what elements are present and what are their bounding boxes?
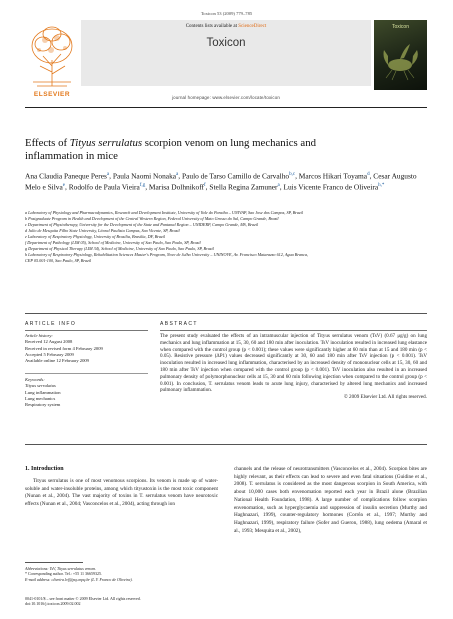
title-line-2: inflammation in mice: [25, 150, 118, 162]
affiliation-g: g Department of Physical Therapy (LIM 34), School of Medicine, University of Sao Paulo, Sao Paulo, SP, Brazil: [25, 245, 214, 251]
copyright-line: © 2009 Elsevier Ltd. All rights reserved.: [343, 394, 427, 401]
abstract-text: The present study evaluated the effects of an intramuscular injection of Tityus serrulatus venom (TsV) (0.67 μg/g) on lung mechanics and lung inflammation at 15, 30, 60 and 180 min after inoculation. TsV inoculation resulted in increased lung elastance when compared with the control group (p < 0.001); these values were significantly higher at 60 min than at 15 and 180 min (p < 0.05). Resistive pressure (ΔP1) values decreased significantly at 30, 60 and 180 min after TsV injection (p < 0.001). TsV inoculation resulted in increased lung inflammation, characterised by an increased density of mononuclear cells at 15, 30, 60 and 180 min after TsV injection when compared with the control group (p < 0.001). TsV inoculation also resulted in an increased pulmonary density of polymorphonuclear cells at 15, 30 and 60 min following injection when compared to the control group (p < 0.001). In conclusion, T. serrulatus venom leads to acute lung injury, characterised by altered lung mechanics and increased pulmonary inflammation.: [160, 333, 427, 394]
affiliation-a: a Laboratory of Physiology and Pharmacodynamics, Research and Development Institute, University of Vale do Paraiba – UNIVAP, Sao Jose dos Campos, SP, Brazil: [25, 210, 303, 215]
affiliation-b: b Postgraduate Program in Health and Development of the Central Western Region, Federal University of Mato Grosso do Sul, Campo Grande, Brazil: [25, 215, 279, 221]
journal-title: Toxicon: [206, 37, 246, 49]
section-rule: [25, 313, 427, 314]
keywords-rule: [25, 373, 148, 374]
author-name: Rodolfo de Paula Vieira: [68, 182, 140, 192]
affiliation-marker[interactable]: a: [277, 182, 280, 188]
affiliation-marker[interactable]: b,c: [289, 172, 296, 177]
affiliation-f: f Department of Pathology (LIM 05), School of Medicine, University of Sao Paulo, Sao Paulo, SP, Brazil: [25, 239, 201, 245]
issn-doi: [25, 596, 218, 607]
article-title: [25, 137, 427, 163]
doi-line[interactable]: doi:10.1016/j.toxicon.2009.02.002: [25, 601, 81, 607]
affiliation-h: h Laboratory of Respiratory Physiology, Rehabilitation Sciences Master's Program, Nove de Julho University – UNINOVE, Av. Francisco Matarazzo 612, Agua Branca,: [25, 251, 309, 257]
sciencedirect-link[interactable]: ScienceDirect: [238, 24, 267, 29]
affiliation-d: d Julio de Mesquita Filho State University, Litoral Paulista Campus, Sao Vicente, SP, Brazil: [25, 227, 180, 233]
footnote-email[interactable]: E-mail address: oliveira.lvf@pq.cnpq.br (L.V. Franco de Oliveira).: [25, 576, 133, 582]
article-history: [25, 333, 148, 364]
keyword: Lung mechanics: [25, 395, 56, 401]
affiliation-e: e Laboratory of Respiratory Physiology, University of Brasilia, Brasilia, DF, Brazil: [25, 233, 165, 239]
journal-homepage[interactable]: journal homepage: www.elsevier.com/locate/toxicon: [172, 95, 280, 100]
footnotes: [25, 566, 218, 582]
author-name: Marisa Dolhnikoff: [148, 182, 204, 192]
author-name: Cesar Augusto Melo e Silva: [25, 171, 417, 192]
author-name: Ana Claudia Paneque Peres: [25, 171, 107, 181]
article-info-rule: [25, 330, 148, 331]
journal-reference: Toxicon 53 (2009) 779–785: [200, 11, 253, 16]
history-heading: Article history:: [25, 333, 53, 338]
cover-title: Toxicon: [392, 24, 409, 30]
keyword: Respiratory system: [25, 402, 61, 408]
elsevier-tree-logo: [25, 20, 79, 90]
journal-cover-image: [374, 20, 427, 90]
species-name: Tityus serrulatus: [69, 137, 143, 149]
history-received: Received 12 August 2008: [25, 339, 73, 345]
keyword: Lung inflammation: [25, 389, 61, 395]
article-info-label: ARTICLE INFO: [25, 321, 77, 327]
author-name: Luis Vicente Franco de Oliveira: [283, 182, 379, 192]
contents-line: [81, 24, 371, 29]
keyword: Tityus serrulatus: [25, 383, 56, 389]
affiliation-h-cont: CEP 05.001-100, Sao Paulo, SP, Brazil: [25, 257, 92, 263]
issn-line: 0041-0101/$ – see front matter © 2009 Elsevier Ltd. All rights reserved.: [25, 596, 141, 601]
contents-prefix: Contents lists available at: [185, 24, 239, 29]
publisher-wordmark: ELSEVIER: [33, 91, 71, 98]
affiliation-marker[interactable]: d: [367, 172, 370, 177]
affiliation-marker[interactable]: f,g: [139, 182, 146, 188]
keywords-heading: Keywords:: [25, 377, 45, 382]
affiliation-marker[interactable]: a: [176, 172, 179, 177]
author-list: Ana Claudia Paneque Peres$^a$, Paula Naomi Nonaka$^a$, Paulo de Tarso Camillo de Carvalho$^{b,c}$, Marcos Hikari Toyama$^d$, Cesar Augusto Melo e Silva$^e$, Rodolfo de Paula Vieira$^{f,g}$, Marisa Dolhnikoff$^f$, Stella Regina Zamuner$^a$, Luis Vicente Franco de Oliveira$^{h,*}$: [25, 171, 417, 192]
author-name: Stella Regina Zamuner: [209, 182, 278, 192]
front-matter-rule: [25, 444, 427, 445]
title-line-1: Effects of Tityus serrulatus scorpion venom on lung mechanics and: [25, 137, 316, 149]
abstract-rule: [160, 330, 427, 331]
header-rule: [25, 107, 427, 108]
author-name: Paula Naomi Nonaka: [112, 171, 177, 181]
affiliation-list: [25, 210, 427, 264]
author-name: Paulo de Tarso Camillo de Carvalho: [181, 171, 290, 181]
abstract-body: [160, 333, 427, 401]
footnote-corresponding: * Corresponding author. Tel.: +55 11 36659325.: [25, 571, 102, 577]
intro-column-right: channels and the release of neurotransmitters (Vasconcelos et al., 2004). Scorpion bites are highly relevant, as their effects can lead to severe and even fatal situations (Guidine et al., 2008). T. serrulatus is considered as the most dangerous scorpion in South America, with about 10,000 cases both envenomation reported each year in Brazil alone (Brazilian National Health Foundation, 1998). A large number of complications follow scorpion envenomation, such as hyperglycaemia and suppression of insulin secretion (Murthy and Haghnazari, 1999), counter-regulatory hormones (Corrêa et al., 1997; Murthy and Haghnazari, 1999), respiratory failure (Sofer and Gueron, 1988), lung oedema (Amaral et al., 1993; Mesquita et al., 2002),: [234, 466, 427, 534]
footnote-abbreviations: Abbreviations: TsV, Tityus serrulatus venom.: [25, 566, 97, 571]
journal-header-box: [81, 20, 371, 86]
affiliation-marker[interactable]: f: [204, 182, 206, 188]
affiliation-marker[interactable]: e: [62, 182, 66, 188]
abstract-label: ABSTRACT: [160, 321, 198, 327]
keywords: [25, 377, 148, 408]
intro-column-left: Tityus serrulatus is one of most venomous scorpions. Its venom is made up of water-soluble and water-insoluble proteins, among which tityustoxin is the most toxic component (Nunan et al., 2004). The vast majority of toxins in T. serrulatus venom have neurotoxic effects (Nunan et al., 2004; Vasconcelos et al., 2004), acting through ion: [25, 478, 218, 508]
affiliation-marker[interactable]: h,*: [378, 182, 385, 188]
history-accepted: Accepted 5 February 2009: [25, 351, 74, 357]
affiliation-marker[interactable]: a: [106, 172, 110, 177]
affiliation-c: c Department of Physiotherapy, University for the Development of the State and Pantanal Region – UNIDERP, Campo Grande, MS, Brazil: [25, 221, 259, 227]
history-online: Available online 12 February 2009: [25, 358, 89, 364]
history-revised: Received in revised form 4 February 2009: [25, 345, 103, 351]
section-heading-introduction: 1. Introduction: [25, 466, 64, 472]
author-name: Marcos Hikari Toyama: [298, 171, 368, 181]
